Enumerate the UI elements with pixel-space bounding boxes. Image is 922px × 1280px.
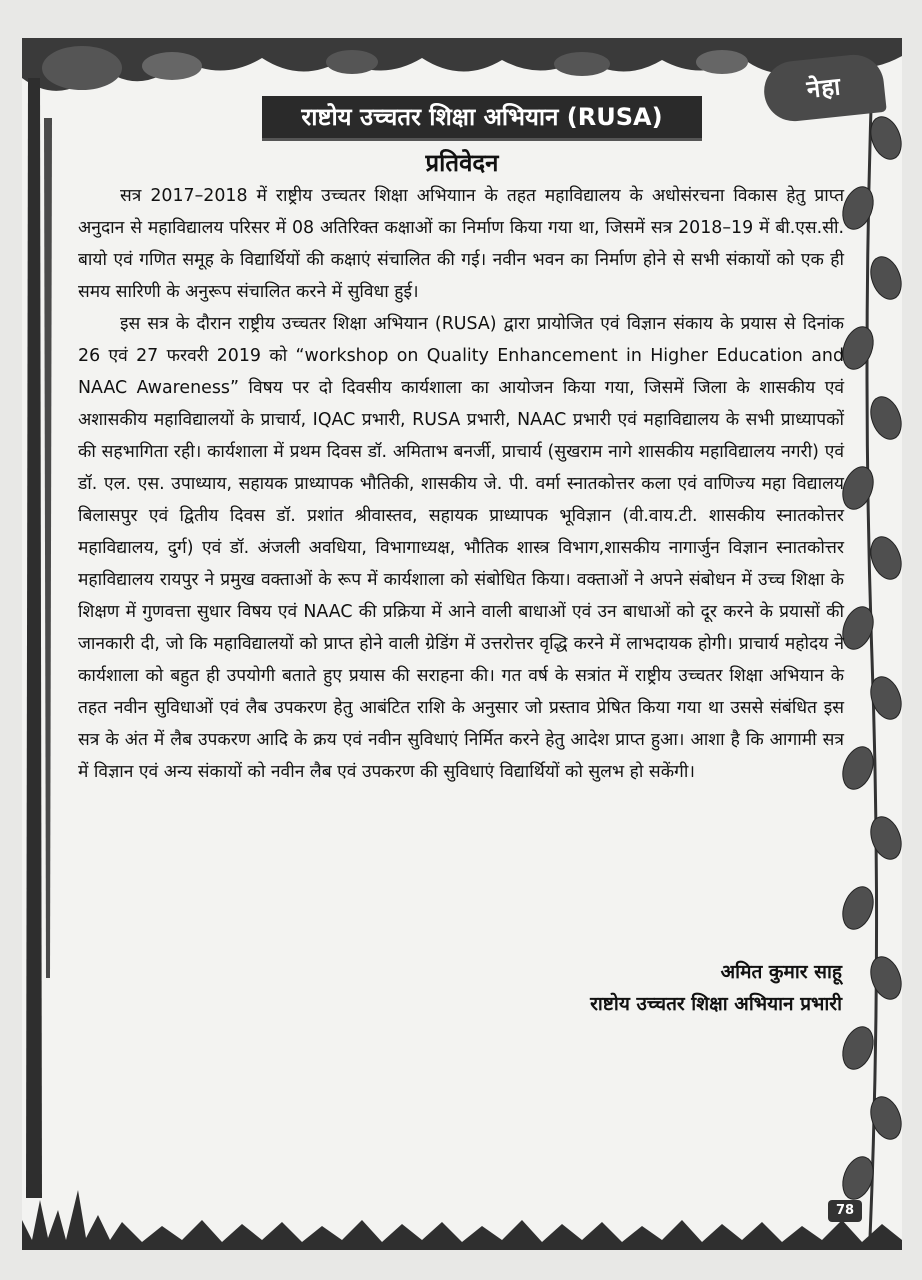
signatory-designation: राष्टोय उच्चतर शिक्षा अभियान प्रभारी — [590, 993, 842, 1015]
publication-logo: नेहा — [761, 52, 887, 124]
paragraph-construction: सत्र 2017–2018 में राष्ट्रीय उच्चतर शिक्षा अभियाान के तहत महाविद्यालय के अधोसंरचना विकास हेतु प्राप्त अनुदान से महाविद्यालय परिसर में 08 अतिरिक्त कक्षाओं का निर्माण किया गया था, जिसमें सत्र 2018–19 में बी.एस.सी. बायो एवं गणित समूह के विद्यार्थियों की कक्षाएं संचालित की गई। नवीन भवन का निर्माण होने से सभी संकायों को एक ही समय सारिणी के अनुरूप संचालित करने में सुविधा हुई। — [78, 186, 844, 302]
page-title: राष्टोय उच्चतर शिक्षा अभियान (RUSA) — [262, 96, 702, 141]
report-subtitle: प्रतिवेदन — [425, 149, 499, 177]
signatory-name: अमित कुमार साहू — [720, 961, 842, 983]
report-body — [78, 180, 844, 788]
bottom-grass-decoration — [22, 1160, 902, 1250]
signature-block — [590, 956, 842, 1020]
left-tree-trunk-decoration — [22, 78, 62, 1198]
page-frame — [22, 38, 902, 1250]
paragraph-workshop: इस सत्र के दौरान राष्ट्रीय उच्चतर शिक्षा अभियान (RUSA) द्वारा प्रायोजित एवं विज्ञान संकाय के प्रयास से दिनांक 26 एवं 27 फरवरी 2019 को “workshop on Quality Enhancement in Higher Education and NAAC Awareness” विषय पर दो दिवसीय कार्यशाला का आयोजन किया गया, जिसमें जिला के शासकीय एवं अशासकीय महाविद्यालयों के प्राचार्य, IQAC प्रभारी, RUSA प्रभारी, NAAC प्रभारी एवं महाविद्यालय के सभी प्राध्यापकों की सहभागिता रही। कार्यशाला में प्रथम दिवस डॉ. अमिताभ बनर्जी, प्राचार्य (सुखराम नागे शासकीय महाविद्यालय नगरी) एवं डॉ. एल. एस. उपाध्याय, सहायक प्राध्यापक भौतिकी, शासकीय जे. पी. वर्मा स्नातकोत्तर कला एवं वाणिज्य महा विद्यालय बिलासपुर एवं द्वितीय दिवस डॉ. प्रशांत श्रीवास्तव, सहायक प्राध्यापक भूविज्ञान (वी.वाय.टी. शासकीय स्नातकोत्तर महाविद्यालय, दुर्ग) एवं डॉ. अंजली अवधिया, विभागाध्यक्ष, भौतिक शास्त्र विभाग,शासकीय नागार्जुन विज्ञान स्नातकोत्तर महाविद्यालय रायपुर ने प्रमुख वक्ताओं के रूप में कार्यशाला को संबोधित किया। वक्ताओं ने अपने संबोधन में उच्च शिक्षा के शिक्षण में गुणवत्ता सुधार विषय एवं NAAC की प्रक्रिया में आने वाली बाधाओं एवं उन बाधाओं को दूर करने के प्रयासों की जानकारी दी, जो कि महाविद्यालयों को प्राप्त होने वाली ग्रेडिंग में उत्तरोत्तर वृद्धि करने में लाभदायक होगी। प्राचार्य महोदय ने कार्यशाला को बहुत ही उपयोगी बताते हुए प्रयास की सराहना की। गत वर्ष के सत्रांत में राष्ट्रीय उच्चतर शिक्षा अभियान के तहत नवीन सुविधाओं एवं लैब उपकरण हेतु आबंटित राशि के अनुसार जो प्रस्ताव प्रेषित किया गया था उससे संबंधित इस सत्र के अंत में लैब उपकरण आदि के क्रय एवं नवीन सुविधाएं निर्मित करने हेतु आदेश प्राप्त हुआ। आशा है कि आगामी सत्र में विज्ञान एवं अन्य संकायों को नवीन लैब एवं उपकरण की सुविधाएं विद्यार्थियों को सुलभ हो सकेंगी। — [78, 314, 844, 782]
page-number: 78 — [828, 1200, 862, 1222]
